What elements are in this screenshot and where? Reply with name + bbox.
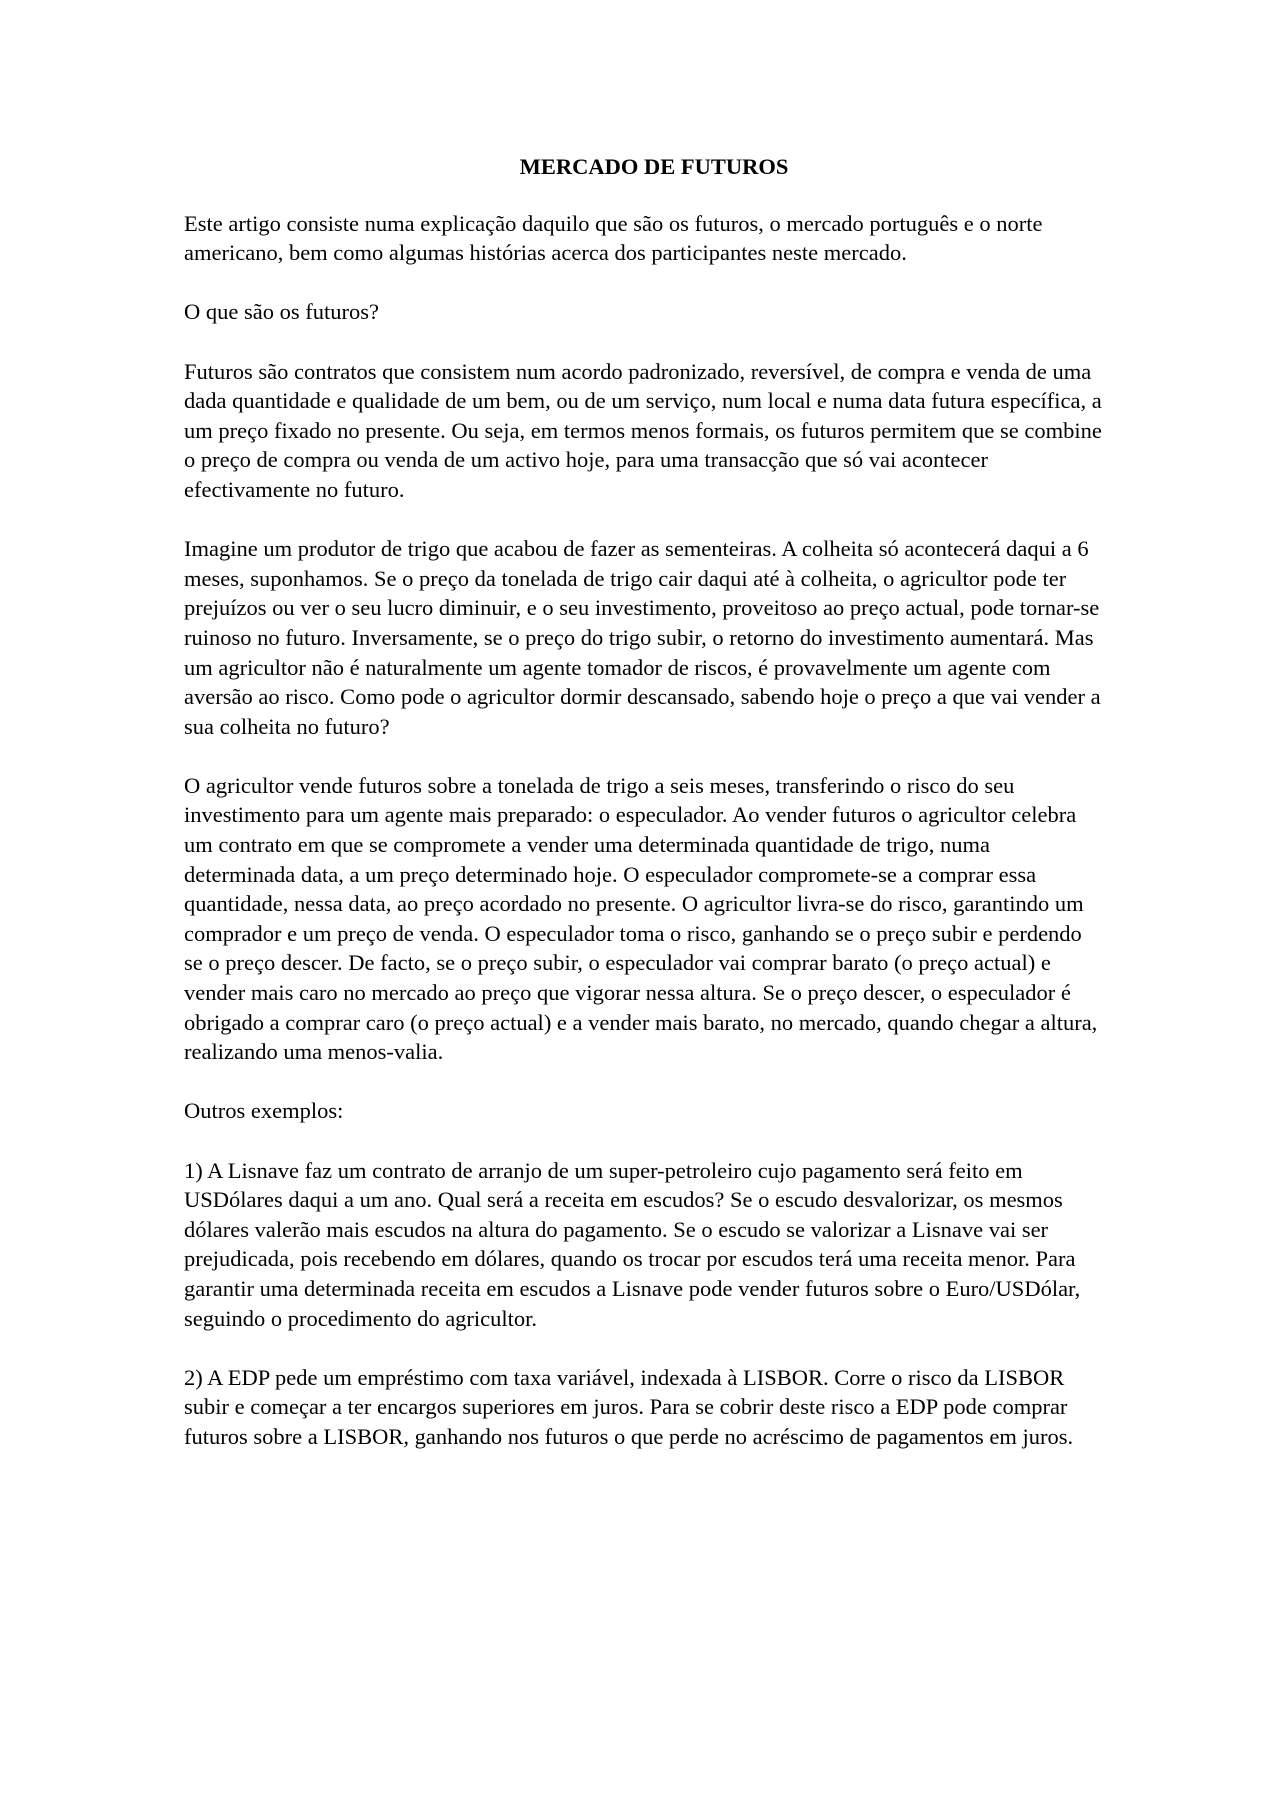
page-title: MERCADO DE FUTUROS: [519, 154, 789, 179]
paragraph-definition: Futuros são contratos que consistem num acordo padronizado, reversível, de compra e venda de uma dada quantidade e qualidade de um bem, ou de um serviço, num local e numa data futura específica, a um preço fixado no presente. Ou seja, em termos menos formais, os futuros permitem que se combine o preço de compra ou venda de um activo hoje, para uma transacção que só vai acontecer efectivamente no futuro.: [184, 358, 1102, 502]
paragraph-wheat-producer: Imagine um produtor de trigo que acabou de fazer as sementeiras. A colheita só acontecerá daqui a 6 meses, suponhamos. Se o preço da tonelada de trigo cair daqui até à colheita, o agricultor pode ter prejuízos ou ver o seu lucro diminuir, e o seu investimento, proveitoso ao preço actual, pode tornar-se ruinoso no futuro. Inversamente, se o preço do trigo subir, o retorno do investimento aumentará. Mas um agricultor não é naturalmente um agente tomador de riscos, é provavelmente um agente com aversão ao risco. Como pode o agricultor dormir descansado, sabendo hoje o preço a que vai vender a sua colheita no futuro?: [184, 536, 1101, 739]
paragraph-speculator: O agricultor vende futuros sobre a tonelada de trigo a seis meses, transferindo o risco do seu investimento para um agente mais preparado: o especulador. Ao vender futuros o agricultor celebra um contrato em que se compromete a vender uma determinada quantidade de trigo, numa determinada data, a um preço determinado hoje. O especulador compromete-se a comprar essa quantidade, nessa data, ao preço acordado no presente. O agricultor livra-se do risco, garantindo um comprador e um preço de venda. O especulador toma o risco, ganhando se o preço subir e perdendo se o preço descer. De facto, se o preço subir, o especulador vai comprar barato (o preço actual) e vender mais caro no mercado ao preço que vigorar nessa altura. Se o preço descer, o especulador é obrigado a comprar caro (o preço actual) e a vender mais barato, no mercado, quando chegar a altura, realizando uma menos-valia.: [184, 772, 1098, 1065]
paragraph-example-lisnave: 1) A Lisnave faz um contrato de arranjo de um super-petroleiro cujo pagamento será feito em USDólares daqui a um ano. Qual será a receita em escudos? Se o escudo desvalorizar, os mesmos dólares valerão mais escudos na altura do pagamento. Se o escudo se valorizar a Lisnave vai ser prejudicada, pois recebendo em dólares, quando os trocar por escudos terá uma receita menor. Para garantir uma determinada receita em escudos a Lisnave pode vender futuros sobre o Euro/USDólar, seguindo o procedimento do agricultor.: [184, 1157, 1081, 1331]
document-body: [184, 152, 1104, 1481]
paragraph-intro: Este artigo consiste numa explicação daquilo que são os futuros, o mercado português e o norte americano, bem como algumas histórias acerca dos participantes neste mercado.: [184, 210, 1043, 266]
section-heading-what-are-futures: O que são os futuros?: [184, 299, 379, 325]
section-heading-other-examples: Outros exemplos:: [184, 1098, 344, 1124]
paragraph-example-edp: 2) A EDP pede um empréstimo com taxa variável, indexada à LISBOR. Corre o risco da LISBOR subir e começar a ter encargos superiores em juros. Para se cobrir deste risco a EDP pode comprar futuros sobre a LISBOR, ganhando nos futuros o que perde no acréscimo de pagamentos em juros.: [184, 1364, 1074, 1449]
